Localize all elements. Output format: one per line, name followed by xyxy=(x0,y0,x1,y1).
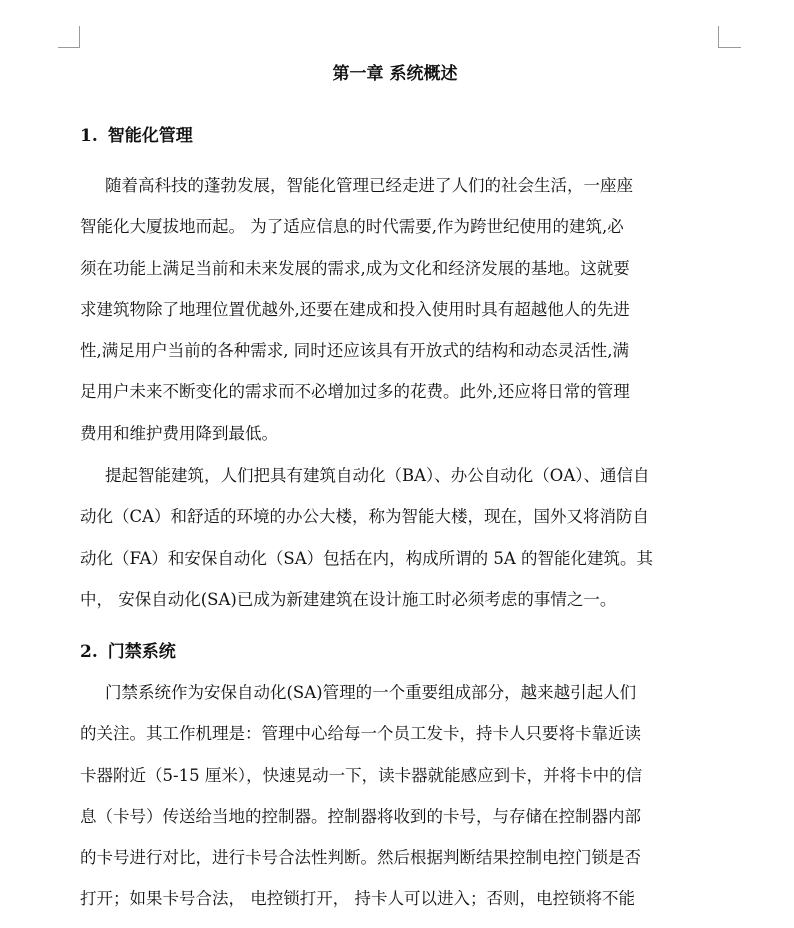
section-number: 2. xyxy=(80,642,98,662)
paragraph-line: 须在功能上满足当前和未来发展的需求,成为文化和经济发展的基地。这就要 xyxy=(80,258,630,278)
paragraph-line: 足用户未来不断变化的需求而不必增加过多的花费。此外,还应将日常的管理 xyxy=(80,382,630,402)
paragraph-line: 门禁系统作为安保自动化(SA)管理的一个重要组成部分，越来越引起人们 xyxy=(105,683,637,702)
paragraph-line: 中， 安保自动化(SA)已成为新建建筑在设计施工时必须考虑的事情之一。 xyxy=(80,589,617,609)
page-corner-mark-top-right xyxy=(718,26,741,48)
section-title: 门禁系统 xyxy=(107,642,176,662)
paragraph-line: 提起智能建筑，人们把具有建筑自动化（BA）、办公自动化（OA）、通信自 xyxy=(105,466,650,485)
page-corner-mark-top-left xyxy=(58,26,80,48)
section-title: 智能化管理 xyxy=(107,126,193,146)
paragraph-line: 息（卡号）传送给当地的控制器。控制器将收到的卡号，与存储在控制器内部 xyxy=(80,806,641,826)
paragraph-line: 性,满足用户当前的各种需求, 同时还应该具有开放式的结构和动态灵活性,满 xyxy=(80,341,629,361)
paragraph-line: 的卡号进行对比，进行卡号合法性判断。然后根据判断结果控制电控门锁是否 xyxy=(80,848,641,868)
paragraph-line: 打开；如果卡号合法， 电控锁打开， 持卡人可以进入；否则，电控锁将不能 xyxy=(80,889,635,909)
paragraph-line: 求建筑物除了地理位置优越外,还要在建成和投入使用时具有超越他人的先进 xyxy=(80,299,630,319)
paragraph-line: 的关注。其工作机理是：管理中心给每一个员工发卡，持卡人只要将卡靠近读 xyxy=(80,724,641,744)
paragraph-1-1 xyxy=(80,165,710,454)
paragraph-line: 动化（FA）和安保自动化（SA）包括在内，构成所谓的 5A 的智能化建筑。其 xyxy=(80,548,654,568)
paragraph-2-1 xyxy=(80,672,710,920)
paragraph-line: 动化（CA）和舒适的环境的办公大楼，称为智能大楼，现在，国外又将消防自 xyxy=(80,507,650,527)
paragraph-line: 卡器附近（5-15 厘米），快速晃动一下，读卡器就能感应到卡，并将卡中的信 xyxy=(80,765,643,785)
paragraph-line: 随着高科技的蓬勃发展，智能化管理已经走进了人们的社会生活，一座座 xyxy=(105,176,633,195)
section-heading-2 xyxy=(80,638,710,666)
paragraph-line: 智能化大厦拔地而起。 为了适应信息的时代需要,作为跨世纪使用的建筑,必 xyxy=(80,217,624,237)
section-heading-1 xyxy=(80,122,710,150)
section-number: 1. xyxy=(80,126,98,146)
chapter-title: 第一章 系统概述 xyxy=(332,64,458,84)
paragraph-1-2 xyxy=(80,455,710,620)
paragraph-line: 费用和维护费用降到最低。 xyxy=(80,423,278,443)
